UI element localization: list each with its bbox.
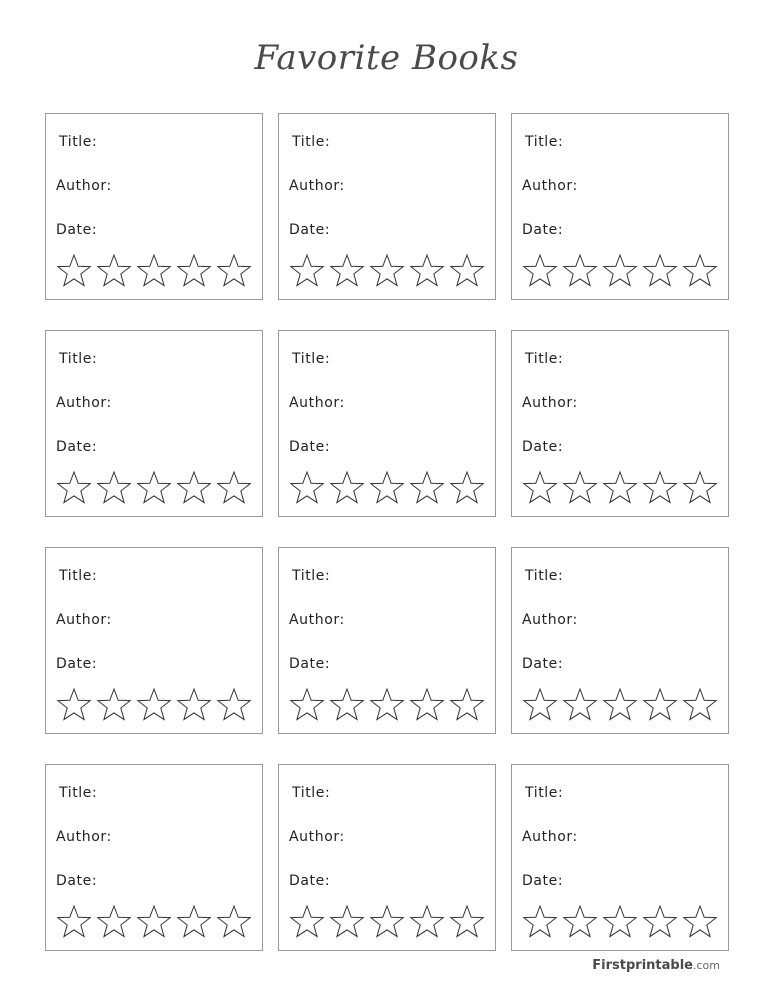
- book-card: [511, 330, 729, 517]
- star-outline-icon[interactable]: [521, 686, 559, 724]
- book-card: [278, 547, 496, 734]
- date-field[interactable]: Date:: [522, 873, 564, 889]
- star-outline-icon[interactable]: [368, 686, 406, 724]
- star-outline-icon[interactable]: [175, 903, 213, 941]
- title-field[interactable]: Title:: [525, 785, 564, 801]
- page-title: Favorite Books: [254, 38, 519, 78]
- star-outline-icon[interactable]: [55, 469, 93, 507]
- author-field[interactable]: Author:: [522, 829, 578, 845]
- star-outline-icon[interactable]: [95, 903, 133, 941]
- star-outline-icon[interactable]: [95, 686, 133, 724]
- date-field[interactable]: Date:: [56, 656, 98, 672]
- star-outline-icon[interactable]: [448, 903, 486, 941]
- star-outline-icon[interactable]: [521, 903, 559, 941]
- star-rating[interactable]: [521, 903, 719, 941]
- star-outline-icon[interactable]: [408, 469, 446, 507]
- title-field[interactable]: Title:: [59, 134, 98, 150]
- author-field[interactable]: Author:: [289, 395, 345, 411]
- author-field[interactable]: Author:: [56, 612, 112, 628]
- star-outline-icon[interactable]: [561, 252, 599, 290]
- star-outline-icon[interactable]: [135, 252, 173, 290]
- star-outline-icon[interactable]: [328, 469, 366, 507]
- star-rating[interactable]: [55, 686, 253, 724]
- author-field[interactable]: Author:: [56, 395, 112, 411]
- date-field[interactable]: Date:: [522, 222, 564, 238]
- star-rating[interactable]: [55, 469, 253, 507]
- star-outline-icon[interactable]: [135, 686, 173, 724]
- star-rating[interactable]: [55, 252, 253, 290]
- date-field[interactable]: Date:: [289, 656, 331, 672]
- author-field[interactable]: Author:: [289, 829, 345, 845]
- star-outline-icon[interactable]: [288, 903, 326, 941]
- star-outline-icon[interactable]: [328, 903, 366, 941]
- title-field[interactable]: Title:: [292, 134, 331, 150]
- author-field[interactable]: Author:: [289, 612, 345, 628]
- star-outline-icon[interactable]: [175, 686, 213, 724]
- star-outline-icon[interactable]: [328, 686, 366, 724]
- star-outline-icon[interactable]: [215, 686, 253, 724]
- star-outline-icon[interactable]: [55, 252, 93, 290]
- star-rating[interactable]: [288, 903, 486, 941]
- date-field[interactable]: Date:: [56, 222, 98, 238]
- star-outline-icon[interactable]: [681, 686, 719, 724]
- star-outline-icon[interactable]: [368, 252, 406, 290]
- star-outline-icon[interactable]: [135, 903, 173, 941]
- star-outline-icon[interactable]: [55, 903, 93, 941]
- star-outline-icon[interactable]: [95, 469, 133, 507]
- author-field[interactable]: Author:: [522, 178, 578, 194]
- star-outline-icon[interactable]: [681, 469, 719, 507]
- star-outline-icon[interactable]: [328, 252, 366, 290]
- star-outline-icon[interactable]: [215, 252, 253, 290]
- star-outline-icon[interactable]: [601, 903, 639, 941]
- star-outline-icon[interactable]: [641, 903, 679, 941]
- title-field[interactable]: Title:: [59, 785, 98, 801]
- author-field[interactable]: Author:: [56, 178, 112, 194]
- brand-tld: .com: [693, 959, 720, 972]
- star-outline-icon[interactable]: [641, 686, 679, 724]
- book-card: [278, 113, 496, 300]
- star-outline-icon[interactable]: [448, 469, 486, 507]
- title-field[interactable]: Title:: [59, 351, 98, 367]
- star-outline-icon[interactable]: [681, 903, 719, 941]
- star-outline-icon[interactable]: [601, 252, 639, 290]
- star-outline-icon[interactable]: [368, 469, 406, 507]
- star-outline-icon[interactable]: [288, 469, 326, 507]
- star-outline-icon[interactable]: [561, 903, 599, 941]
- star-outline-icon[interactable]: [368, 903, 406, 941]
- book-card: [45, 547, 263, 734]
- star-outline-icon[interactable]: [408, 686, 446, 724]
- book-card: [45, 764, 263, 951]
- star-rating[interactable]: [288, 252, 486, 290]
- book-card: [278, 330, 496, 517]
- title-field[interactable]: Title:: [292, 568, 331, 584]
- book-card: [511, 113, 729, 300]
- book-card-grid: [45, 113, 729, 951]
- title-field[interactable]: Title:: [525, 134, 564, 150]
- book-card: [45, 330, 263, 517]
- star-outline-icon[interactable]: [601, 469, 639, 507]
- star-rating[interactable]: [521, 252, 719, 290]
- star-outline-icon[interactable]: [408, 903, 446, 941]
- date-field[interactable]: Date:: [289, 873, 331, 889]
- star-outline-icon[interactable]: [521, 252, 559, 290]
- star-rating[interactable]: [521, 686, 719, 724]
- author-field[interactable]: Author:: [289, 178, 345, 194]
- star-outline-icon[interactable]: [175, 469, 213, 507]
- book-card: [511, 764, 729, 951]
- star-outline-icon[interactable]: [601, 686, 639, 724]
- star-rating[interactable]: [55, 903, 253, 941]
- author-field[interactable]: Author:: [522, 395, 578, 411]
- footer-brand: [592, 958, 720, 973]
- book-card: [278, 764, 496, 951]
- brand-name: Firstprintable: [592, 958, 693, 973]
- star-outline-icon[interactable]: [215, 469, 253, 507]
- star-outline-icon[interactable]: [55, 686, 93, 724]
- star-outline-icon[interactable]: [288, 252, 326, 290]
- star-outline-icon[interactable]: [448, 686, 486, 724]
- star-outline-icon[interactable]: [95, 252, 133, 290]
- star-outline-icon[interactable]: [288, 686, 326, 724]
- star-outline-icon[interactable]: [561, 686, 599, 724]
- star-rating[interactable]: [288, 686, 486, 724]
- star-outline-icon[interactable]: [641, 252, 679, 290]
- title-field[interactable]: Title:: [292, 351, 331, 367]
- star-outline-icon[interactable]: [215, 903, 253, 941]
- star-outline-icon[interactable]: [408, 252, 446, 290]
- date-field[interactable]: Date:: [56, 439, 98, 455]
- title-field[interactable]: Title:: [59, 568, 98, 584]
- author-field[interactable]: Author:: [522, 612, 578, 628]
- star-outline-icon[interactable]: [641, 469, 679, 507]
- title-field[interactable]: Title:: [525, 568, 564, 584]
- star-rating[interactable]: [521, 469, 719, 507]
- book-card: [511, 547, 729, 734]
- title-field[interactable]: Title:: [525, 351, 564, 367]
- star-rating[interactable]: [288, 469, 486, 507]
- book-card: [45, 113, 263, 300]
- star-outline-icon[interactable]: [521, 469, 559, 507]
- author-field[interactable]: Author:: [56, 829, 112, 845]
- date-field[interactable]: Date:: [522, 656, 564, 672]
- star-outline-icon[interactable]: [561, 469, 599, 507]
- star-outline-icon[interactable]: [135, 469, 173, 507]
- date-field[interactable]: Date:: [522, 439, 564, 455]
- star-outline-icon[interactable]: [448, 252, 486, 290]
- date-field[interactable]: Date:: [289, 222, 331, 238]
- star-outline-icon[interactable]: [175, 252, 213, 290]
- date-field[interactable]: Date:: [289, 439, 331, 455]
- date-field[interactable]: Date:: [56, 873, 98, 889]
- title-field[interactable]: Title:: [292, 785, 331, 801]
- star-outline-icon[interactable]: [681, 252, 719, 290]
